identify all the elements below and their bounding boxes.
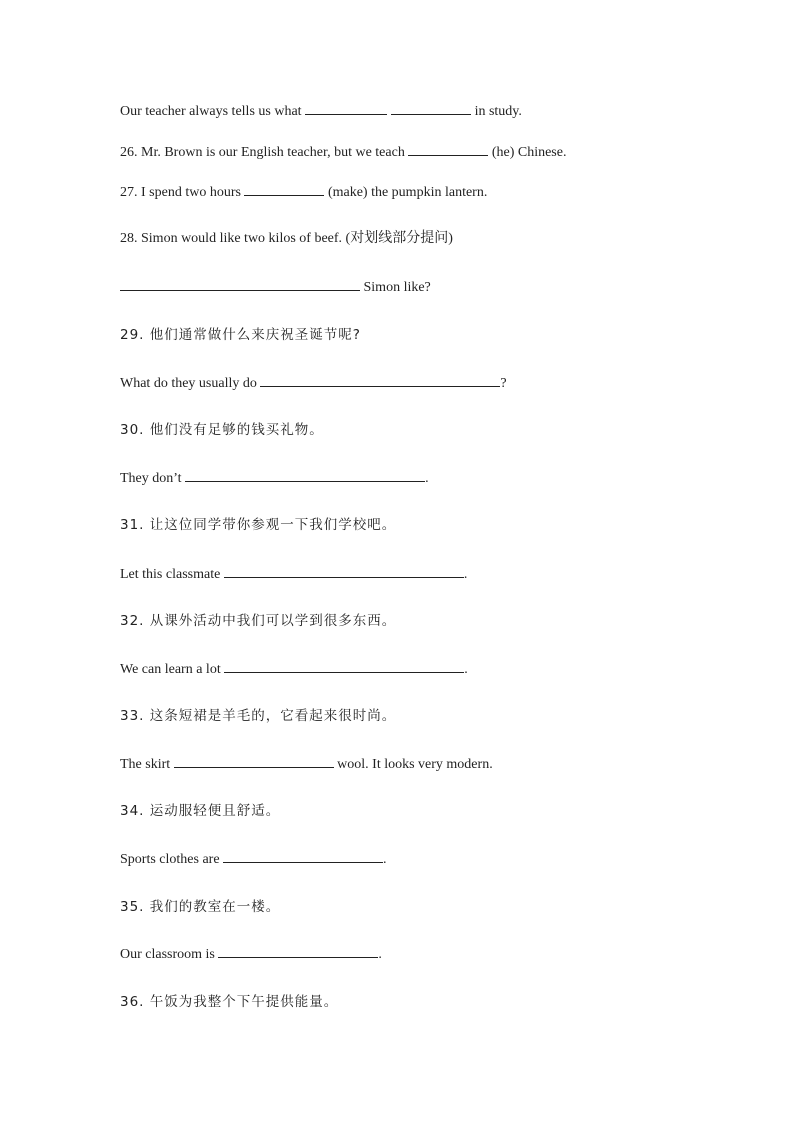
sentence-suffix: (he) Chinese. — [488, 145, 567, 160]
sentence-prefix: They don’t — [120, 471, 186, 486]
sentence-suffix: wool. It looks very modern. — [333, 757, 493, 772]
sentence-prefix: Sports clothes are — [120, 852, 224, 867]
question-33 — [120, 707, 396, 725]
sentence-prefix: 26. Mr. Brown is our English teacher, but we teach — [120, 145, 409, 160]
sentence-prefix: The skirt — [120, 757, 174, 772]
answer-line-28 — [120, 277, 431, 297]
answer-line-35 — [120, 944, 382, 964]
answer-blank[interactable] — [174, 754, 334, 768]
sentence-suffix: . — [383, 852, 387, 867]
question-text: 36. 午饭为我整个下午提供能量。 — [120, 994, 339, 1010]
answer-blank[interactable] — [120, 277, 360, 291]
answer-blank[interactable] — [218, 944, 378, 958]
answer-line-32 — [120, 659, 468, 679]
answer-blank[interactable] — [391, 101, 471, 115]
question-text: 33. 这条短裙是羊毛的，它看起来很时尚。 — [120, 708, 397, 724]
answer-line-34 — [120, 849, 387, 869]
sentence-prefix: Our teacher always tells us what — [120, 104, 306, 119]
answer-line-33 — [120, 754, 493, 774]
question-29 — [120, 326, 361, 344]
sentence-suffix: . — [464, 662, 468, 677]
sentence-prefix: What do they usually do — [120, 376, 261, 391]
sentence-prefix: Let this classmate — [120, 567, 224, 582]
question-text: 29. 他们通常做什么来庆祝圣诞节呢? — [120, 327, 361, 343]
answer-blank[interactable] — [408, 142, 488, 156]
question-31 — [120, 516, 396, 534]
answer-line-29 — [120, 373, 507, 393]
answer-line-31 — [120, 564, 467, 584]
question-text: 31. 让这位同学带你参观一下我们学校吧。 — [120, 517, 397, 533]
sentence-prefix: We can learn a lot — [120, 662, 225, 677]
answer-blank[interactable] — [223, 849, 383, 863]
sentence-suffix: Simon like? — [360, 280, 431, 295]
sentence-suffix: ? — [500, 376, 507, 391]
answer-blank[interactable] — [224, 564, 464, 578]
answer-blank[interactable] — [260, 373, 500, 387]
question-34 — [120, 802, 280, 820]
answer-blank[interactable] — [244, 182, 324, 196]
question-text: 35. 我们的教室在一楼。 — [120, 899, 281, 915]
sentence-line — [120, 101, 522, 121]
answer-blank[interactable] — [224, 659, 464, 673]
sentence-suffix: . — [425, 471, 429, 486]
question-26 — [120, 142, 566, 162]
sentence-prefix: Our classroom is — [120, 947, 219, 962]
question-text: 28. Simon would like two kilos of beef. (对划线部分提问) — [120, 231, 453, 246]
sentence-suffix: . — [378, 947, 382, 962]
question-36 — [120, 993, 338, 1011]
question-30 — [120, 421, 324, 439]
question-text: 32. 从课外活动中我们可以学到很多东西。 — [120, 613, 397, 629]
answer-blank[interactable] — [305, 101, 387, 115]
sentence-suffix: (make) the pumpkin lantern. — [324, 185, 488, 200]
answer-line-30 — [120, 468, 429, 488]
answer-blank[interactable] — [185, 468, 425, 482]
sentence-suffix: . — [463, 567, 468, 582]
question-28 — [120, 230, 453, 248]
question-32 — [120, 612, 396, 630]
question-35 — [120, 898, 280, 916]
question-text: 34. 运动服轻便且舒适。 — [120, 803, 281, 819]
question-text: 30. 他们没有足够的钱买礼物。 — [120, 422, 324, 438]
question-27 — [120, 182, 487, 202]
sentence-prefix: 27. I spend two hours — [120, 185, 245, 200]
sentence-suffix: in study. — [471, 104, 522, 119]
